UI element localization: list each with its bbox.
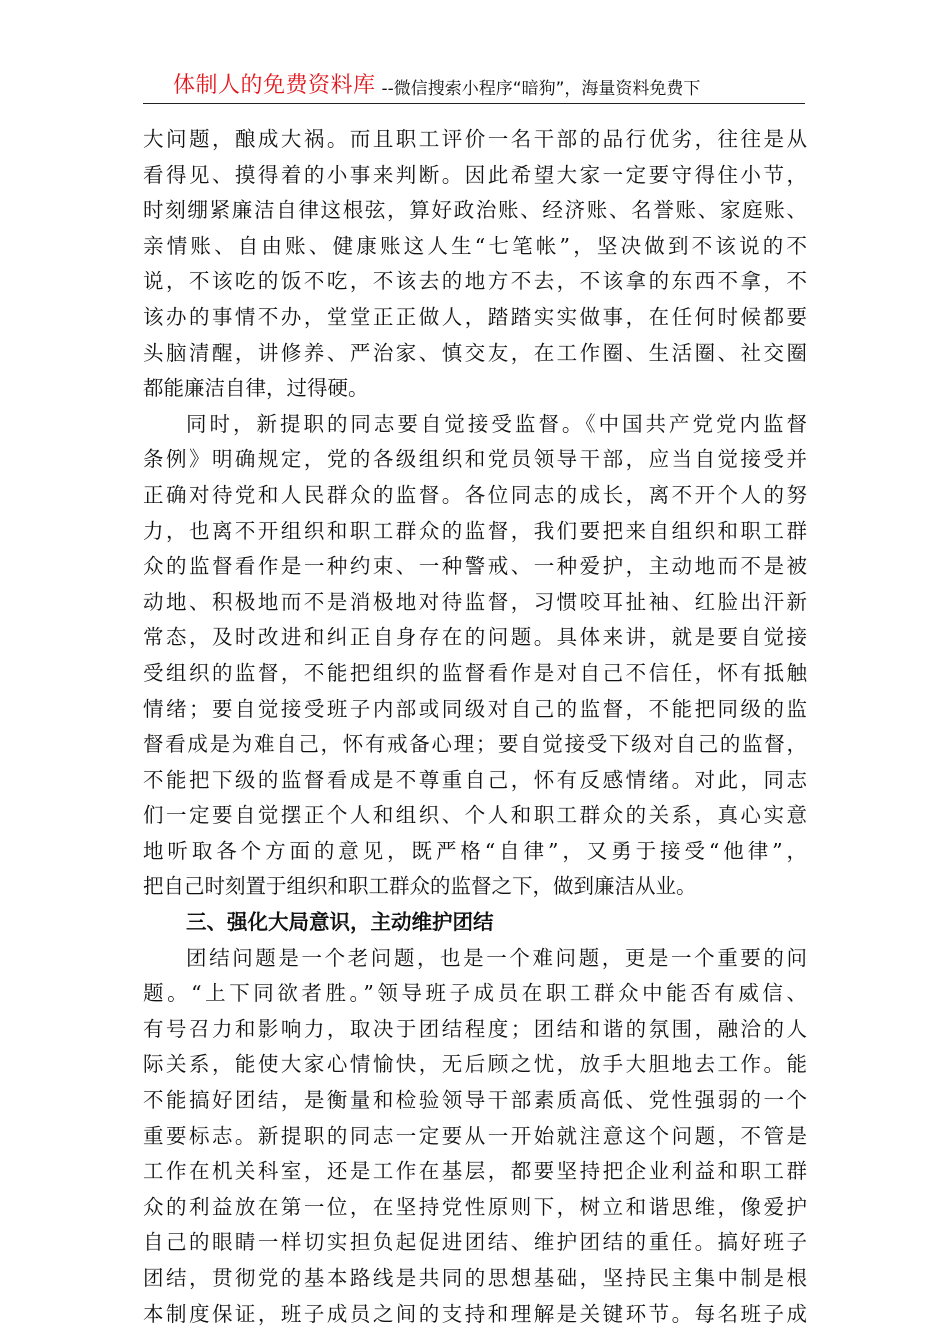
text-line: 团结问题是一个老问题，也是一个难问题，更是一个重要的问 [186,945,807,970]
text-line: 同时，新提职的同志要自觉接受监督。《中国共产党党内监督 [186,411,807,436]
text-line: 时刻绷紧廉洁自律这根弦，算好政治账、经济账、名誉账、家庭账、 [143,198,807,223]
text-line: 工作在机关科室，还是工作在基层，都要坚持把企业利益和职工群 [143,1159,807,1184]
text-line: 们一定要自觉摆正个人和组织、个人和职工群众的关系，真心实意 [143,803,807,828]
text-line: 有号召力和影响力，取决于团结程度；团结和谐的氛围，融洽的人 [143,1016,807,1041]
header-subtitle: --微信搜索小程序“暗狗”，海量资料免费下 [381,79,701,99]
document-body [143,122,807,1332]
text-line: 动地、积极地而不是消极地对待监督，习惯咬耳扯袖、红脸出汗新 [143,589,807,614]
text-line: 头脑清醒，讲修养、严治家、慎交友，在工作圈、生活圈、社交圈 [143,340,807,365]
text-line: 题。“上下同欲者胜。”领导班子成员在职工群众中能否有威信、 [143,981,807,1006]
text-line: 本制度保证，班子成员之间的支持和理解是关键环节。每名班子成 [143,1301,807,1326]
text-line: 众的利益放在第一位，在坚持党性原则下，树立和谐思维，像爱护 [143,1194,807,1219]
text-line: 督看成是为难自己，怀有戒备心理；要自觉接受下级对自己的监督， [143,732,807,757]
text-line: 情绪；要自觉接受班子内部或同级对自己的监督，不能把同级的监 [143,696,807,721]
text-line: 自己的眼睛一样切实担负起促进团结、维护团结的重任。搞好班子 [143,1230,807,1255]
text-line: 正确对待党和人民群众的监督。各位同志的成长，离不开个人的努 [143,482,807,507]
text-line: 重要标志。新提职的同志一定要从一开始就注意这个问题，不管是 [143,1123,807,1148]
text-line: 条例》明确规定，党的各级组织和党员领导干部，应当自觉接受并 [143,447,807,472]
text-line: 该办的事情不办，堂堂正正做人，踏踏实实做事，在任何时候都要 [143,304,807,329]
header-title: 体制人的免费资料库 [173,73,376,98]
text-line: 亲情账、自由账、健康账这人生“七笔帐”，坚决做到不该说的不 [143,233,807,258]
text-line: 受组织的监督，不能把组织的监督看作是对自己不信任，怀有抵触 [143,660,807,685]
text-line: 常态，及时改进和纠正自身存在的问题。具体来讲，就是要自觉接 [143,625,807,650]
text-line: 不能搞好团结，是衡量和检验领导干部素质高低、党性强弱的一个 [143,1088,807,1113]
text-line: 际关系，能使大家心情愉快，无后顾之忧，放手大胆地去工作。能 [143,1052,807,1077]
text-line: 都能廉洁自律，过得硬。 [143,376,369,401]
text-line: 团结，贯彻党的基本路线是共同的思想基础，坚持民主集中制是根 [143,1266,807,1290]
text-line: 众的监督看作是一种约束、一种警戒、一种爱护，主动地而不是被 [143,554,807,579]
page-header [143,68,805,104]
section-heading: 三、强化大局意识，主动维护团结 [186,910,494,935]
text-line: 地听取各个方面的意见，既严格“自律”，又勇于接受“他律”， [143,838,807,863]
text-line: 大问题，酿成大祸。而且职工评价一名干部的品行优劣，往往是从 [143,127,807,151]
text-line: 看得见、摸得着的小事来判断。因此希望大家一定要守得住小节， [143,162,807,187]
text-line: 不能把下级的监督看成是不尊重自己，怀有反感情绪。对此，同志 [143,767,807,792]
text-line: 把自己时刻置于组织和职工群众的监督之下，做到廉洁从业。 [143,874,697,899]
text-line: 力，也离不开组织和职工群众的监督，我们要把来自组织和职工群 [143,518,807,543]
text-line: 说，不该吃的饭不吃，不该去的地方不去，不该拿的东西不拿，不 [143,269,807,294]
